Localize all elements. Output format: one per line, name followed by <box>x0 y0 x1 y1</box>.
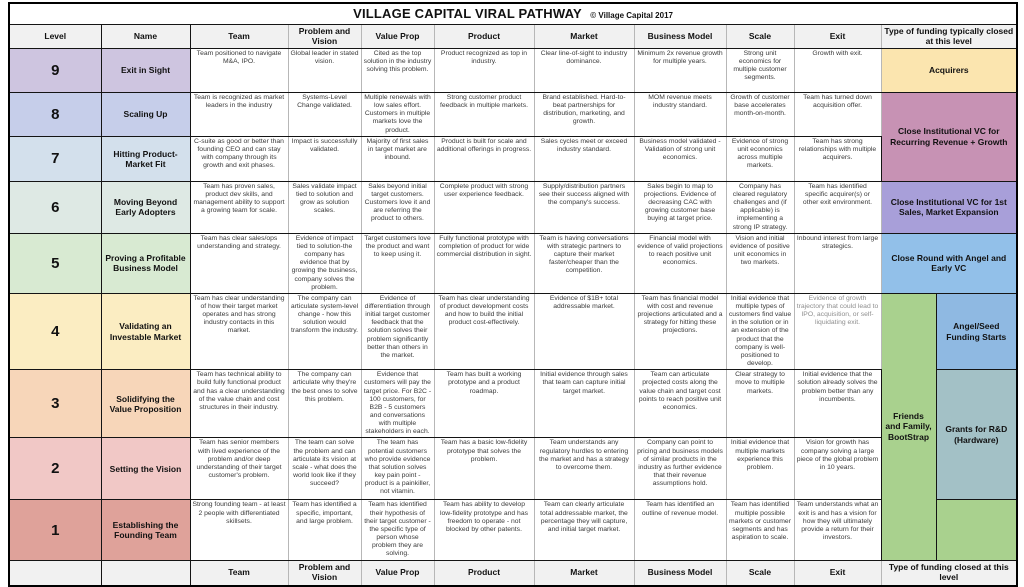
scale-cell: Growth of customer base accelerates month-on-month. <box>726 93 794 137</box>
exit-cell: Team has identified specific acquirer(s) or other exit environment. <box>794 181 881 233</box>
problem-vision-cell: Team has identified a specific, important, and large problem. <box>288 500 361 560</box>
level-cell: 4 <box>9 293 101 369</box>
value-prop-cell: Team has identified their hypothesis of their target customer - the specific type of person whose problem they are solving. <box>361 500 434 560</box>
value-prop-cell: Evidence of differentiation through initial target customer feedback that the solution solves their problem significantly better than others in the market. <box>361 293 434 369</box>
viral-pathway-table <box>8 2 1018 587</box>
header-business-model: Business Model <box>634 25 726 49</box>
value-prop-cell: Sales beyond initial target customers. Customers love it and are referring the product to others. <box>361 181 434 233</box>
product-cell: Strong customer product feedback in multiple markets. <box>434 93 534 137</box>
name-cell: Moving Beyond Early Adopters <box>101 181 190 233</box>
level-cell: 8 <box>9 93 101 137</box>
value-prop-cell: Majority of first sales in target market are inbound. <box>361 136 434 181</box>
market-cell: Initial evidence through sales that team can capture initial target market. <box>534 370 634 438</box>
value-prop-cell: Target customers love the product and want to keep using it. <box>361 233 434 293</box>
market-cell: Evidence of $1B+ total addressable market. <box>534 293 634 369</box>
team-cell: Strong founding team - at least 2 people with differentiated skillsets. <box>190 500 288 560</box>
product-cell: Product recognized as top in industry. <box>434 49 534 93</box>
value-prop-cell: Multiple renewals with low sales effort. Customers in multiple markets love the product. <box>361 93 434 137</box>
value-prop-cell: Cited as the top solution in the industry solving this problem. <box>361 49 434 93</box>
problem-vision-cell: Evidence of impact tied to solution-the company has evidence that by growing the business, company solves the problem. <box>288 233 361 293</box>
exit-cell: Team has turned down acquisition offer. <box>794 93 881 137</box>
funding-grants-rd: Grants for R&D (Hardware) <box>936 370 1017 500</box>
row-level-9 <box>9 49 1017 93</box>
team-cell: Team has technical ability to build fully functional product and has a clear understanding of the value chain and cost structures in their industry. <box>190 370 288 438</box>
exit-cell: Initial evidence that the solution already solves the problem better than any incumbents. <box>794 370 881 438</box>
header-funding-type: Type of funding typically closed at this level <box>881 25 1017 49</box>
row-level-2 <box>9 438 1017 500</box>
row-level-3 <box>9 370 1017 438</box>
scale-cell: Initial evidence that multiple markets experience this problem. <box>726 438 794 500</box>
value-prop-cell: Evidence that customers will pay the target price. For B2C - 100 customers, for B2B - 5 customers and conversations with multiple stakeholders in each. <box>361 370 434 438</box>
row-level-4 <box>9 293 1017 369</box>
scale-cell: Vision and initial evidence of positive unit economics in two markets. <box>726 233 794 293</box>
problem-vision-cell: The company can articulate system-level change - how this solution would transform the industry. <box>288 293 361 369</box>
scale-cell: Company has cleared regulatory challenges and (if applicable) is implementing a strong IP strategy. <box>726 181 794 233</box>
footer-funding-type: Type of funding closed at this level <box>881 560 1017 586</box>
row-level-8 <box>9 93 1017 137</box>
copyright-text: © Village Capital 2017 <box>590 11 673 20</box>
footer-exit: Exit <box>794 560 881 586</box>
page-title <box>9 3 1017 25</box>
footer-team: Team <box>190 560 288 586</box>
footer-name-empty <box>101 560 190 586</box>
name-cell: Hitting Product-Market Fit <box>101 136 190 181</box>
funding-friends-family: Friends and Family, BootStrap <box>881 293 936 560</box>
row-level-6 <box>9 181 1017 233</box>
row-level-1 <box>9 500 1017 560</box>
footer-value-prop: Value Prop <box>361 560 434 586</box>
market-cell: Brand established. Hard-to-beat partnerships for distribution, marketing, and growth. <box>534 93 634 137</box>
title-row <box>9 3 1017 25</box>
footer-row <box>9 560 1017 586</box>
product-cell: Team has ability to develop low-fidelity prototype and has freedom to operate - not blocked by other patents. <box>434 500 534 560</box>
header-problem-vision: Problem and Vision <box>288 25 361 49</box>
exit-cell: Team has strong relationships with multiple acquirers. <box>794 136 881 181</box>
problem-vision-cell: The company can articulate why they're the best ones to solve this problem. <box>288 370 361 438</box>
scale-cell: Initial evidence that multiple types of customers find value in the solution or in an extension of the product that the company is well-positioned to develop. <box>726 293 794 369</box>
header-team: Team <box>190 25 288 49</box>
header-product: Product <box>434 25 534 49</box>
exit-cell: Vision for growth has company solving a large piece of the global problem in 10 years. <box>794 438 881 500</box>
problem-vision-cell: Impact is successfully validated. <box>288 136 361 181</box>
scale-cell: Strong unit economics for multiple customer segments. <box>726 49 794 93</box>
funding-inst-vc-growth: Close Institutional VC for Recurring Revenue + Growth <box>881 93 1017 182</box>
row-level-5 <box>9 233 1017 293</box>
footer-market: Market <box>534 560 634 586</box>
level-cell: 6 <box>9 181 101 233</box>
problem-vision-cell: Global leader in stated vision. <box>288 49 361 93</box>
level-cell: 9 <box>9 49 101 93</box>
market-cell: Team is having conversations with strategic partners to capture their market faster/cheaper than the competition. <box>534 233 634 293</box>
team-cell: Team positioned to navigate M&A, IPO. <box>190 49 288 93</box>
header-name: Name <box>101 25 190 49</box>
product-cell: Fully functional prototype with completion of product for wide commercial distribution in sight. <box>434 233 534 293</box>
footer-scale: Scale <box>726 560 794 586</box>
funding-acquirers: Acquirers <box>881 49 1017 93</box>
business-model-cell: Sales begin to map to projections. Evidence of decreasing CAC with growing customer base buying at target price. <box>634 181 726 233</box>
footer-problem-vision: Problem and Vision <box>288 560 361 586</box>
product-cell: Team has a basic low-fidelity prototype that solves the problem. <box>434 438 534 500</box>
name-cell: Proving a Profitable Business Model <box>101 233 190 293</box>
name-cell: Setting the Vision <box>101 438 190 500</box>
name-cell: Establishing the Founding Team <box>101 500 190 560</box>
team-cell: Team has clear sales/ops understanding and strategy. <box>190 233 288 293</box>
name-cell: Solidifying the Value Proposition <box>101 370 190 438</box>
market-cell: Clear line-of-sight to industry dominance. <box>534 49 634 93</box>
funding-angel-seed: Angel/Seed Funding Starts <box>936 293 1017 369</box>
team-cell: C-suite as good or better than founding CEO and can stay with company through its growth and exit phases. <box>190 136 288 181</box>
exit-cell: Team understands what an exit is and has a vision for how they will ultimately provide a return for their investors. <box>794 500 881 560</box>
level-cell: 5 <box>9 233 101 293</box>
header-market: Market <box>534 25 634 49</box>
team-cell: Team has clear understanding of how their target market operates and has strong industry contacts in this market. <box>190 293 288 369</box>
business-model-cell: Financial model with evidence of valid projections to reach positive unit economics. <box>634 233 726 293</box>
header-exit: Exit <box>794 25 881 49</box>
scale-cell: Team has identified multiple possible markets or customer segments and has aspiration to scale. <box>726 500 794 560</box>
funding-inst-vc-first-sales: Close Institutional VC for 1st Sales, Market Expansion <box>881 181 1017 233</box>
header-scale: Scale <box>726 25 794 49</box>
footer-product: Product <box>434 560 534 586</box>
market-cell: Supply/distribution partners see their success aligned with the company's success. <box>534 181 634 233</box>
business-model-cell: MOM revenue meets industry standard. <box>634 93 726 137</box>
row-level-7 <box>9 136 1017 181</box>
funding-angel-early-vc: Close Round with Angel and Early VC <box>881 233 1017 293</box>
product-cell: Team has built a working prototype and a product roadmap. <box>434 370 534 438</box>
product-cell: Product is built for scale and additional offerings in progress. <box>434 136 534 181</box>
problem-vision-cell: Sales validate impact tied to solution and grow as solution scales. <box>288 181 361 233</box>
product-cell: Complete product with strong user experience feedback. <box>434 181 534 233</box>
exit-cell: Inbound interest from large strategics. <box>794 233 881 293</box>
business-model-cell: Company can point to pricing and business models of similar products in the industry as further evidence that their revenue assumptions hold. <box>634 438 726 500</box>
team-cell: Team has proven sales, product dev skills, and management ability to support a growing team for scale. <box>190 181 288 233</box>
team-cell: Team is recognized as market leaders in the industry <box>190 93 288 137</box>
market-cell: Sales cycles meet or exceed industry standard. <box>534 136 634 181</box>
level-cell: 3 <box>9 370 101 438</box>
footer-business-model: Business Model <box>634 560 726 586</box>
business-model-cell: Team has financial model with cost and revenue projections articulated and a strategy for hitting these projections. <box>634 293 726 369</box>
team-cell: Team has senior members with lived experience of the problem and/or deep understanding of their target customer's problem. <box>190 438 288 500</box>
header-value-prop: Value Prop <box>361 25 434 49</box>
product-cell: Team has clear understanding of product development costs and how to build the initial product cost-effectively. <box>434 293 534 369</box>
business-model-cell: Team can articulate projected costs along the value chain and target cost points to reach positive unit economics. <box>634 370 726 438</box>
business-model-cell: Minimum 2x revenue growth for multiple years. <box>634 49 726 93</box>
market-cell: Team understands any regulatory hurdles to entering the market and has a strategy to overcome them. <box>534 438 634 500</box>
name-cell: Scaling Up <box>101 93 190 137</box>
market-cell: Team can clearly articulate total addressable market, the percentage they will capture, and initial target market. <box>534 500 634 560</box>
problem-vision-cell: Systems-Level Change validated. <box>288 93 361 137</box>
funding-empty-cell <box>936 500 1017 560</box>
business-model-cell: Team has identified an outline of revenue model. <box>634 500 726 560</box>
name-cell: Validating an Investable Market <box>101 293 190 369</box>
business-model-cell: Business model validated - Validation of strong unit economics. <box>634 136 726 181</box>
problem-vision-cell: The team can solve the problem and can articulate its vision at scale - what does the world look like if they succeed? <box>288 438 361 500</box>
scale-cell: Evidence of strong unit economics across multiple markets. <box>726 136 794 181</box>
exit-cell: Evidence of growth trajectory that could lead to IPO, acquisition, or self-liquidating exit. <box>794 293 881 369</box>
scale-cell: Clear strategy to move to multiple markets. <box>726 370 794 438</box>
footer-level-empty <box>9 560 101 586</box>
level-cell: 1 <box>9 500 101 560</box>
exit-cell: Growth with exit. <box>794 49 881 93</box>
value-prop-cell: The team has potential customers who provide evidence that solution solves key pain point - product is a painkiller, not vitamin. <box>361 438 434 500</box>
level-cell: 7 <box>9 136 101 181</box>
level-cell: 2 <box>9 438 101 500</box>
name-cell: Exit in Sight <box>101 49 190 93</box>
title-text: VILLAGE CAPITAL VIRAL PATHWAY <box>353 6 582 21</box>
header-row <box>9 25 1017 49</box>
header-level: Level <box>9 25 101 49</box>
